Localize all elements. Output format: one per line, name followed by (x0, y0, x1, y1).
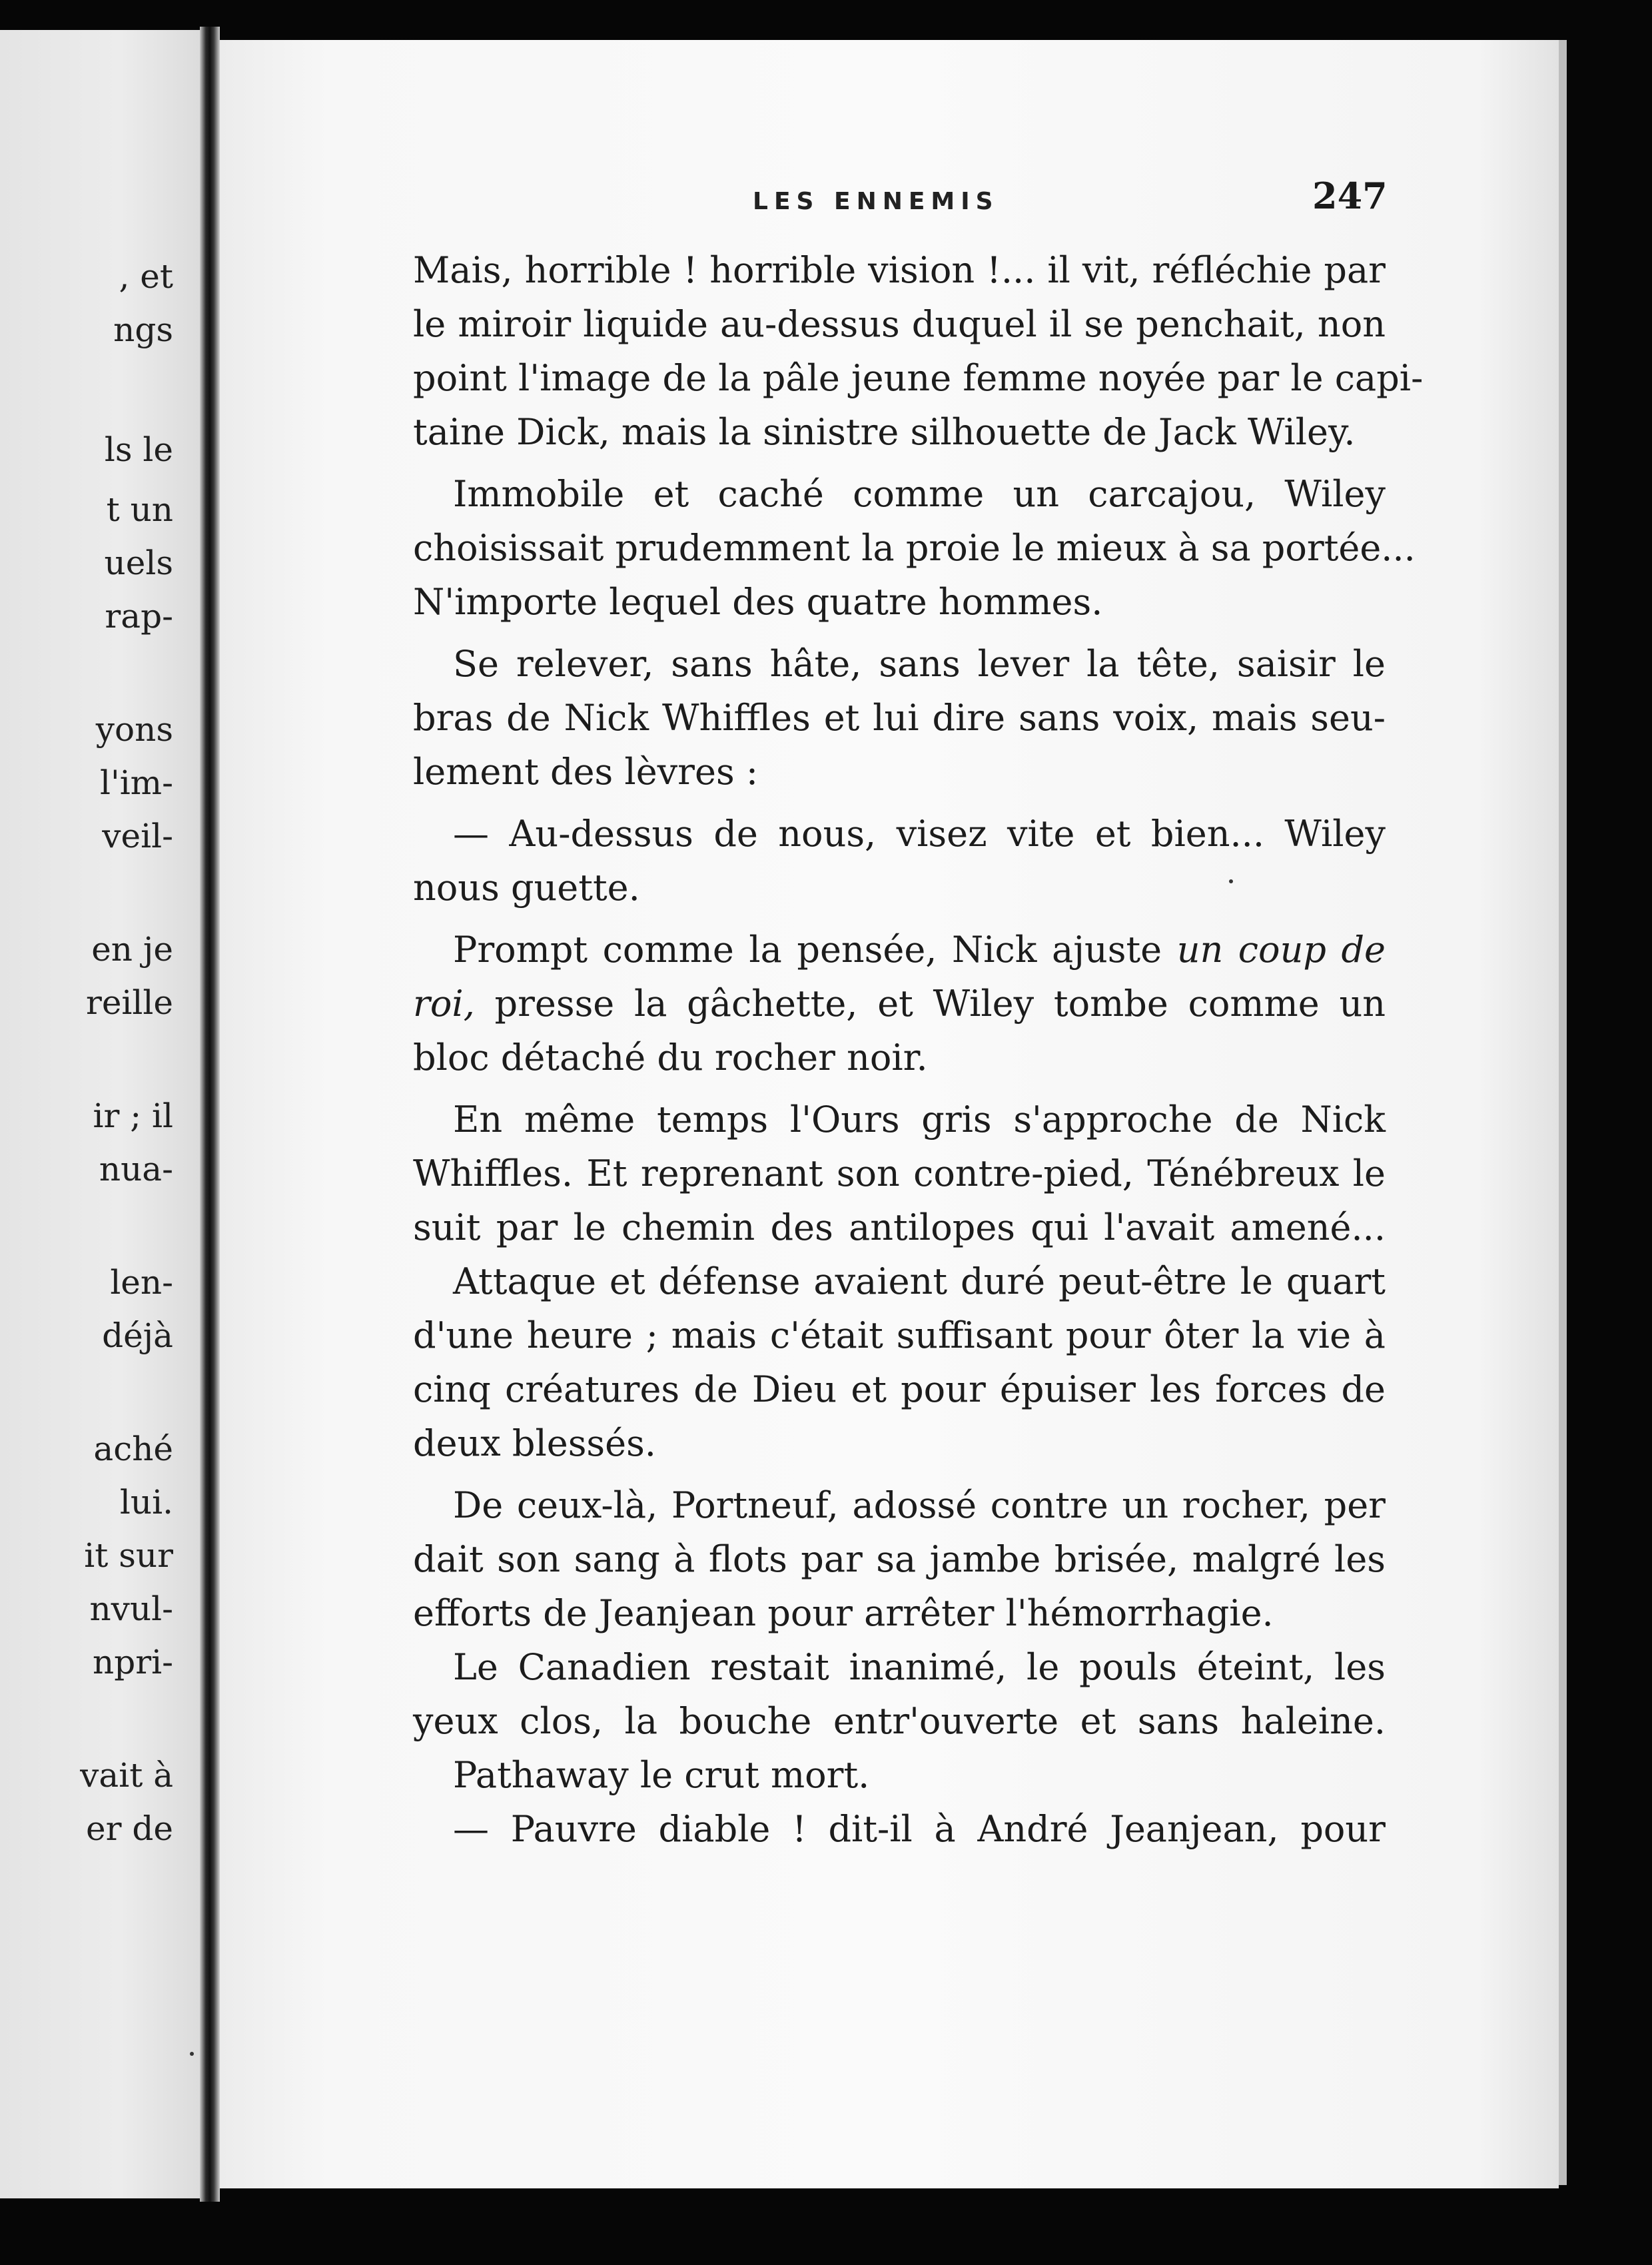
text-line: Se relever, sans hâte, sans lever la tête, saisir le (453, 643, 1386, 685)
text-line: Pathaway le crut mort. (453, 1754, 870, 1796)
text-line-part: presse la gâchette, et Wiley tombe comme un (494, 983, 1386, 1025)
page-number: 247 (1312, 175, 1388, 217)
left-fragment-line: it sur (84, 1536, 173, 1575)
left-fragment-line: rap- (105, 597, 173, 636)
left-fragment-line: déjà (102, 1316, 173, 1355)
italic-phrase: roi, (413, 983, 475, 1025)
left-fragment-line: er de (86, 1809, 173, 1848)
scan-speck (190, 2052, 194, 2056)
left-fragment-line: yons (95, 710, 173, 749)
text-line: Whiffles. Et reprenant son contre-pied, Ténébreux le (413, 1152, 1386, 1194)
left-fragment-line: veil- (102, 817, 173, 855)
text-line: taine Dick, mais la sinistre silhouette de Jack Wiley. (413, 411, 1356, 453)
text-line: bloc détaché du rocher noir. (413, 1037, 928, 1079)
text-line: nous guette. (413, 867, 640, 909)
text-line: efforts de Jeanjean pour arrêter l'hémorrhagie. (413, 1592, 1274, 1634)
text-line: yeux clos, la bouche entr'ouverte et sans haleine. (413, 1700, 1386, 1742)
text-line: De ceux-là, Portneuf, adossé contre un rocher, per (453, 1484, 1386, 1526)
text-line: — Au-dessus de nous, visez vite et bien... Wiley (453, 813, 1386, 855)
text-line (413, 977, 1386, 1031)
text-line: deux blessés. (413, 1422, 656, 1464)
text-line: dait son sang à flots par sa jambe brisée, malgré les (413, 1538, 1386, 1580)
left-fragment-line: len- (110, 1263, 173, 1302)
left-fragment-line: , et (119, 257, 173, 296)
text-line: En même temps l'Ours gris s'approche de Nick (453, 1099, 1386, 1140)
text-line-part: Prompt comme la pensée, Nick ajuste (453, 929, 1162, 971)
text-line: Mais, horrible ! horrible vision !... il vit, réfléchie par (413, 249, 1386, 291)
text-line: Attaque et défense avaient duré peut-être le quart (453, 1260, 1386, 1302)
scan-speck (1229, 879, 1233, 883)
page-edge (1559, 40, 1567, 2185)
text-line: — Pauvre diable ! dit-il à André Jeanjean, pour (453, 1808, 1386, 1850)
text-line: Le Canadien restait inanimé, le pouls éteint, les (453, 1646, 1386, 1688)
left-fragment-line: uels (104, 544, 173, 582)
left-fragment-line: lui. (119, 1483, 173, 1522)
left-fragment-line: t un (106, 490, 173, 529)
text-line (413, 923, 1386, 977)
text-line: suit par le chemin des antilopes qui l'avait amené... (413, 1206, 1386, 1248)
left-fragment-line: nvul- (89, 1589, 173, 1628)
text-line: d'une heure ; mais c'était suffisant pour ôter la vie à (413, 1314, 1386, 1356)
left-fragment-line: aché (93, 1430, 173, 1468)
left-fragment-line: ls le (104, 430, 173, 469)
left-fragment-line: ir ; il (93, 1097, 173, 1135)
left-fragment-line: en je (91, 930, 173, 969)
text-line: choisissait prudemment la proie le mieux à sa portée... (413, 527, 1416, 569)
italic-phrase: un coup de (1176, 929, 1386, 971)
left-fragment-line: ngs (113, 310, 173, 349)
book-gutter (200, 27, 220, 2202)
left-fragment-line: vait à (80, 1756, 173, 1795)
left-fragment-line: reille (85, 983, 173, 1022)
text-line: point l'image de la pâle jeune femme noyée par le capi- (413, 357, 1424, 399)
text-line: N'importe lequel des quatre hommes. (413, 581, 1103, 623)
text-line: bras de Nick Whiffles et lui dire sans voix, mais seu- (413, 697, 1386, 739)
text-line: Immobile et caché comme un carcajou, Wiley (453, 473, 1386, 515)
text-line: cinq créatures de Dieu et pour épuiser les forces de (413, 1368, 1386, 1410)
text-line: le miroir liquide au-dessus duquel il se penchait, non (413, 303, 1386, 345)
body-text (413, 243, 1424, 1856)
left-fragment-line: l'im- (99, 763, 173, 802)
left-fragment-line: npri- (93, 1643, 173, 1681)
text-line: lement des lèvres : (413, 751, 759, 793)
left-page-fragment (0, 30, 200, 2198)
running-head: LES ENNEMIS (753, 188, 999, 215)
left-fragment-line: nua- (99, 1150, 173, 1188)
